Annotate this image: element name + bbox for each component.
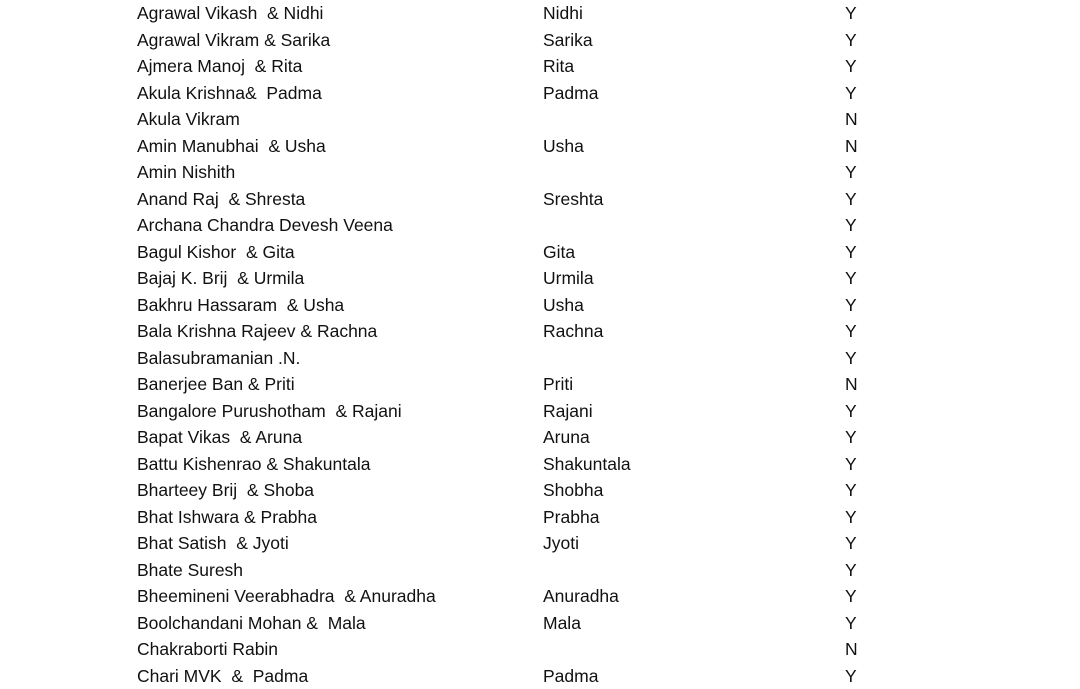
member-name: Akula Vikram [137,106,240,133]
status-flag: N [845,133,858,160]
status-flag: Y [845,583,857,610]
status-flag: Y [845,610,857,637]
status-flag: Y [845,345,857,372]
member-name: Chakraborti Rabin [137,636,278,663]
spouse-name: Anuradha [543,583,619,610]
list-item [0,530,1080,557]
member-name: Amin Nishith [137,159,235,186]
member-name: Bhate Suresh [137,557,243,584]
status-flag: Y [845,451,857,478]
spouse-name: Padma [543,80,598,107]
member-name: Akula Krishna& Padma [137,80,322,107]
status-flag: Y [845,530,857,557]
status-flag: Y [845,27,857,54]
spouse-name: Rita [543,53,574,80]
list-item [0,27,1080,54]
list-item [0,186,1080,213]
member-name: Bagul Kishor & Gita [137,239,295,266]
list-item [0,424,1080,451]
member-name: Bhat Ishwara & Prabha [137,504,317,531]
status-flag: N [845,371,858,398]
spouse-name: Urmila [543,265,594,292]
spouse-name: Shakuntala [543,451,631,478]
member-name: Bapat Vikas & Aruna [137,424,302,451]
spouse-name: Shobha [543,477,603,504]
member-name: Ajmera Manoj & Rita [137,53,302,80]
list-item [0,663,1080,689]
spouse-name: Priti [543,371,573,398]
list-item [0,345,1080,372]
list-item [0,504,1080,531]
list-item [0,53,1080,80]
member-name: Amin Manubhai & Usha [137,133,326,160]
member-name: Boolchandani Mohan & Mala [137,610,366,637]
member-name: Bheemineni Veerabhadra & Anuradha [137,583,436,610]
status-flag: Y [845,398,857,425]
status-flag: N [845,106,858,133]
spouse-name: Aruna [543,424,590,451]
list-item [0,398,1080,425]
spouse-name: Jyoti [543,530,579,557]
member-name: Bharteey Brij & Shoba [137,477,314,504]
spouse-name: Rachna [543,318,603,345]
list-item [0,0,1080,27]
member-name: Agrawal Vikash & Nidhi [137,0,323,27]
status-flag: Y [845,292,857,319]
list-item [0,477,1080,504]
status-flag: Y [845,239,857,266]
spouse-name: Padma [543,663,598,689]
status-flag: Y [845,504,857,531]
member-name: Archana Chandra Devesh Veena [137,212,393,239]
status-flag: Y [845,0,857,27]
spouse-name: Prabha [543,504,599,531]
list-item [0,292,1080,319]
member-name: Anand Raj & Shresta [137,186,305,213]
spouse-name: Sarika [543,27,593,54]
list-item [0,318,1080,345]
status-flag: Y [845,212,857,239]
status-flag: Y [845,80,857,107]
member-name: Bajaj K. Brij & Urmila [137,265,304,292]
status-flag: Y [845,663,857,689]
list-item [0,212,1080,239]
spouse-name: Rajani [543,398,593,425]
list-item [0,265,1080,292]
list-item [0,451,1080,478]
list-item [0,133,1080,160]
list-item [0,583,1080,610]
status-flag: Y [845,424,857,451]
spouse-name: Usha [543,292,584,319]
member-name: Bakhru Hassaram & Usha [137,292,344,319]
spouse-name: Sreshta [543,186,603,213]
status-flag: Y [845,53,857,80]
spouse-name: Nidhi [543,0,583,27]
member-name: Bala Krishna Rajeev & Rachna [137,318,377,345]
status-flag: Y [845,265,857,292]
member-name: Battu Kishenrao & Shakuntala [137,451,371,478]
member-name: Chari MVK & Padma [137,663,308,689]
member-name: Bangalore Purushotham & Rajani [137,398,402,425]
list-item [0,106,1080,133]
member-name: Balasubramanian .N. [137,345,300,372]
status-flag: N [845,636,858,663]
spouse-name: Gita [543,239,575,266]
status-flag: Y [845,318,857,345]
list-item [0,159,1080,186]
list-item [0,239,1080,266]
list-item [0,610,1080,637]
spouse-name: Usha [543,133,584,160]
status-flag: Y [845,477,857,504]
member-name: Agrawal Vikram & Sarika [137,27,330,54]
status-flag: Y [845,186,857,213]
member-name: Banerjee Ban & Priti [137,371,295,398]
list-item [0,80,1080,107]
member-name: Bhat Satish & Jyoti [137,530,289,557]
list-item [0,557,1080,584]
status-flag: Y [845,159,857,186]
list-item [0,636,1080,663]
list-item [0,371,1080,398]
status-flag: Y [845,557,857,584]
spouse-name: Mala [543,610,581,637]
